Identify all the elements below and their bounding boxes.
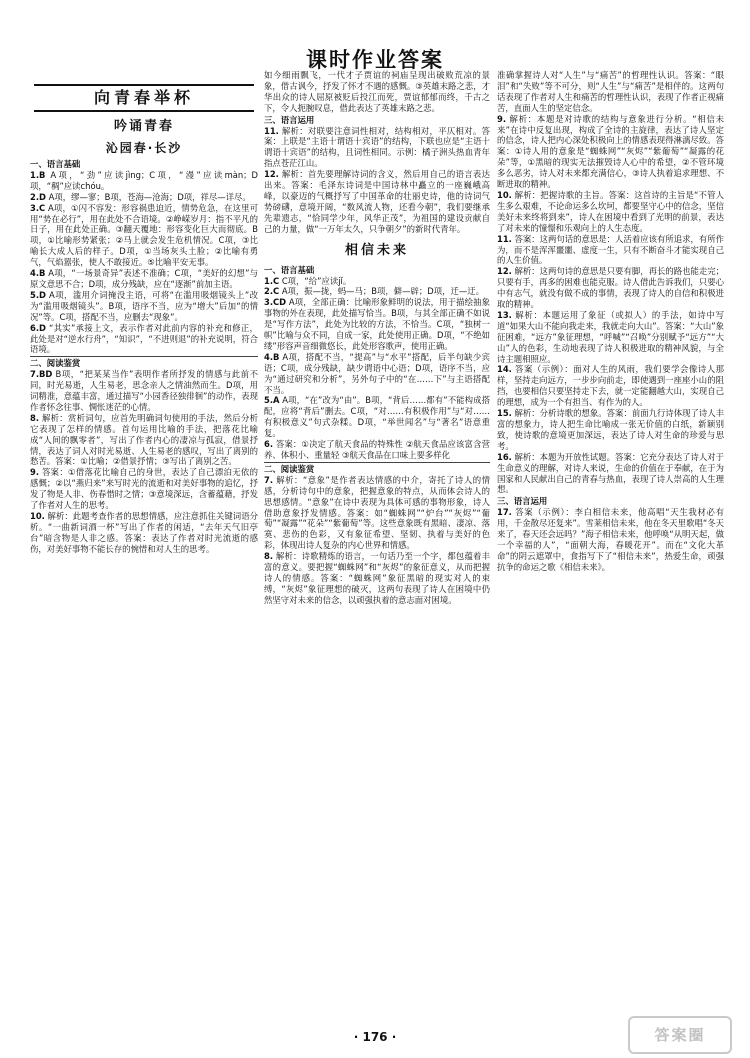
answer-text: 解析：此题考查作者的思想情感，应注意抓住关键词语分析。“一曲新词酒一杯”写出了作者的闲适，“去年天气旧亭台”暗含物是人非之感。答案：表达了作者对时光流逝的感伤，对美好事物不能长存的惋惜和对人生的思考。 <box>30 511 258 554</box>
answer-number: 13. <box>497 309 512 320</box>
answer-number: 17. <box>497 507 512 518</box>
section-list <box>264 115 490 235</box>
page-title: 课时作业答案 <box>306 48 444 72</box>
answer-number: 5.A <box>264 395 280 406</box>
answer-number: 1.C <box>264 275 280 286</box>
answer-text: 解析：本题运用了象征（或拟人）的手法，如诗中写道“如果大山不能向我走来，我就走向大山”。答案：“大山”象征困难，“远方”象征理想，“呼喊”“召唤”分别赋予“远方”“大山”人的色彩，生动地表现了诗人积极进取的精神风貌，与全诗主题相照应。 <box>497 309 724 364</box>
answer-text: A项，“在”改为“由”。B项，“背后……都有”不能构成搭配，应将“背后”删去。C项，“对……有积极作用”与“对……有积极意义”句式杂糅。D项，“举世闻名”与“著名”语意重复。 <box>264 395 490 439</box>
continued-answer <box>264 70 490 114</box>
answer-item <box>264 286 490 297</box>
answer-number: 4.B <box>30 268 46 279</box>
answer-text: A项，滥用介词掩没主语，可将“在滥用吸烟镜头上”改为“滥用吸烟镜头”。B项，语序不当，应为“增大”后加“的情况”等。C项，搭配不当，应删去“现象”。 <box>30 289 258 322</box>
answer-number: 10. <box>497 189 512 200</box>
watermark-stamp: 答案圈 <box>628 1016 732 1054</box>
answer-number: 9. <box>30 467 40 478</box>
answer-column-right <box>497 70 724 1025</box>
answer-item <box>497 408 724 452</box>
section-heading: 二、阅读鉴赏 <box>30 356 258 369</box>
answer-text: A项，缪—寥；B项，苍海—沧海；D项，祥尽—详尽。 <box>45 191 251 202</box>
answer-number: 6. <box>264 439 274 450</box>
section-heading: 三、语言运用 <box>264 114 315 125</box>
answer-text: “其实”承接上文，表示作者对此前内容的补充和修正，此处是对“逆水行舟”，“知识”，“不进则退”的补充说明，符合语境。 <box>30 322 258 355</box>
answer-item <box>497 310 724 365</box>
answer-text: 解析：首先要理解诗词的含义，然后用自己的语言表达出来。答案：毛泽东诗词是中国诗林中矗立的一座巍峨高峰，以豪迈的气概抒写了中国革命的壮丽史诗，他的诗词气势磅礴，意境开阔，“数风流人物，还看今朝”，我们要继承先辈遗志，“恰同学少年，风华正茂”，为祖国的建设贡献自己的力量，做“一万年太久，只争朝夕”的新时代青年。 <box>264 169 490 234</box>
answer-number: 11. <box>497 233 512 244</box>
answer-list <box>497 114 724 496</box>
answer-text: 解析：本题是对诗歌的结构与意象进行分析。“相信未来”在诗中反复出现，构成了全诗的主旋律，表达了诗人坚定的信念，诗人把内心深处积极向上的情感表现得淋漓尽致。答案：①诗人用的意象是“蜘蛛网”“灰烬”“紫葡萄”“凝露的花朵”等，①黑暗的现实无法摧毁诗人心中的希望，②不管环境多么恶劣，诗人对未来都充满信心，③诗人执着追求理想、不断进取的精神。 <box>497 113 724 190</box>
answer-item <box>30 413 258 468</box>
section-heading: 一、语言基础 <box>264 264 315 275</box>
answer-item <box>30 323 258 356</box>
answer-number: 2.C <box>264 286 280 297</box>
answer-text: 答案（示例）：面对人生的风雨，我们要学会像诗人那样，坚持走向远方，一步步向前走，即使遇到一座座小山的阻挡，也要相信只要坚持走下去，就一定能翻越大山，实现自己的理想，成为一个有担当、有作为的人。 <box>497 364 724 408</box>
lesson-title: 沁园春·长沙 <box>105 141 183 155</box>
continued-answer <box>497 70 724 114</box>
answer-item <box>264 297 490 352</box>
answer-item <box>30 170 258 192</box>
answer-number: 10. <box>30 511 45 521</box>
answer-number: 6.D <box>30 322 46 333</box>
answer-text: C项，“给”应读jǐ。 <box>279 275 352 286</box>
section-heading: 二、阅读鉴赏 <box>264 462 490 475</box>
answer-number: 5.D <box>30 289 46 300</box>
answer-number: 9. <box>497 113 507 124</box>
answer-item <box>30 511 258 555</box>
answer-item <box>30 467 258 511</box>
answer-number: 7.BD <box>30 369 53 380</box>
answer-number: 14. <box>497 364 512 375</box>
answer-item <box>497 114 724 190</box>
unit-subtitle: 吟诵青春 <box>113 119 174 134</box>
answer-text: A项，①闪不容发：形容祸患迫近，情势危急，在这里可用“势在必行”，用在此处不合语境。②峥嵘岁月：指不平凡的日子，用在此处正确。③翻天覆地：形容变化巨大而彻底。B项，①比喻形势紧张；②马上就会发生危机情况。C项，③比喻长大成人后的样子。D项，①当场灰头土脸；②比喻有勇气，气焰嚣张，使人不敢接近。⑤比喻平安无事。 <box>30 202 258 268</box>
section-heading: 三、语言运用 <box>497 496 548 507</box>
answer-text: 解析：把握诗歌的主旨。答案：这首诗的主旨是“不管人生多么艰难，不论命运多么坎坷，都要坚守心中的信念，坚信美好未来终将到来”，诗人在困境中看到了光明的前景，表达了对未来的憧憬和乐观向上的人生态度。 <box>497 189 724 233</box>
answer-number: 3.C <box>30 202 46 213</box>
answer-text: 答案：①借落花比喻自己的身世，表达了自己漂泊无依的感慨；②以“燕归来”来写时光的流逝和对美好事物的追忆，抒发了物是人非、伤春惜时之情；③意境深远，含蓄蕴藉，抒发了作者对人生的思考。 <box>30 467 258 511</box>
answer-number: 12. <box>264 169 279 180</box>
answer-text: A项，“一场景奇异”表述不准确；C项，“美好的幻想”与原文意思不合；D项，成分残缺，应在“逐渐”前加主语。 <box>30 268 258 289</box>
answer-text: A项，全部正确：比喻形象鲜明的说法，用于描绘抽象事物的外在表现，此处描写恰当。B项，与其全部正确不如说是“写作方法”，此处为比较的方法，不恰当。C项，“独树一帜”比喻与众不同，自成一家，此处使用正确。D项，“不绝如缕”形容声音细微悠长，此处形容歌声，使用正确。 <box>264 297 490 351</box>
answer-item <box>497 452 724 496</box>
answer-column-left <box>30 70 258 1025</box>
answer-text: 解析：这两句诗的意思是只要有脚，再长的路也能走完；只要有手，再多的困难也能克服。诗人借此告诉我们，只要心中有志气，就没有做不成的事情，表现了诗人的自信和积极进取的精神。 <box>497 266 724 310</box>
answer-item <box>497 234 724 267</box>
answer-number: 15. <box>497 408 512 419</box>
answer-item <box>264 169 490 234</box>
answer-item <box>497 364 724 408</box>
answer-number: 1.B <box>30 169 46 180</box>
answer-item <box>30 203 258 268</box>
answer-number: 16. <box>497 451 512 462</box>
answer-text: 解析：本题为开放性试题。答案：它充分表达了诗人对于生命意义的理解，对诗人来说，生命的价值在于奉献，在于为国家和人民献出自己的青春与热血，表现了诗人崇高的人生理想。 <box>497 451 724 495</box>
page-number: · 176 · <box>353 1030 397 1044</box>
answer-item <box>497 70 724 114</box>
answer-number: 8. <box>264 551 274 562</box>
answer-item <box>264 475 490 551</box>
answer-item <box>30 268 258 290</box>
answer-item <box>30 290 258 323</box>
answer-text: 解析：诗歌精炼的语言，一句话乃至一个字，都包蕴着丰富的意义。要把握“蜘蛛网”和“灰烬”的象征意义，从而把握诗人的情感。答案：“蜘蛛网”象征黑暗的现实对人的束缚，“灰烬”象征理想的破灭，这两句表现了诗人在困境中仍然坚守对未来的信念，以顽强执着的意志面对困境。 <box>264 551 490 605</box>
answer-text: 解析：对联要注意词性相对，结构相对，平仄相对。答案：上联是“主语十谓语十宾语”的结构，下联也应是“主语十谓语十宾语”的结构，且词性相同。示例：橘子洲头热血青年指点苍茫江山。 <box>264 125 490 169</box>
answer-item <box>264 126 490 170</box>
answer-item <box>497 266 724 310</box>
answer-text: 解析：分析诗歌的想象。答案：前面九行诗体现了诗人丰富的想象力，诗人把生命比喻成一张无价值的白纸，新颖别致，使诗歌的意境更加深远，表达了诗人对生命的珍爱与思考。 <box>497 408 724 451</box>
answer-item <box>497 190 724 234</box>
answer-item <box>264 551 490 606</box>
answer-item <box>264 439 490 461</box>
answer-text: 准确掌握诗人对“人生”与“痛苦”的哲理性认识。答案：“眼泪”和“失败”等不可分，则“人生”与“痛苦”是相伴的。这两句话表现了作者对人生和痛苦的哲理性认识，表现了作者正视痛苦，直面人生的坚定信念。 <box>497 70 724 113</box>
section-list <box>264 265 490 606</box>
answer-text: A项，搭配不当，“提高”与“水平”搭配，后半句缺少宾语；C项，成分残缺，缺少谓语中心语；D项，语序不当，应为“通过研究和分析”，另外句子中的“在……下”与主语搭配不当。 <box>264 351 490 395</box>
lesson-title: 相信未来 <box>344 242 409 258</box>
answer-text: 解析：“意象”是作者表达情感的中介，寄托了诗人的情感，分析诗句中的意象，把握意象的特点，从而体会诗人的思想感情。“意象”在诗中表现为具体可感的事物形象，诗人借助意象抒发情感。答案：如“蜘蛛网”“炉台”“灰烬”“葡萄”“凝露”“花朵”“紫葡萄”等。这些意象既有黑暗、凄凉、落寞、悲伤的色彩，又有象征希望、坚韧、执着与美好的色彩，体现出诗人复杂的内心世界和情感。 <box>264 474 490 551</box>
section-heading: 一、语言基础 <box>30 159 81 169</box>
answer-number: 11. <box>264 125 279 136</box>
answer-item <box>497 507 724 572</box>
answer-number: 4.B <box>264 351 280 362</box>
answer-item <box>30 369 258 413</box>
section-list <box>30 159 258 555</box>
answer-text: 如今细雨飘飞，一代才子贾谊的祠庙呈现出破败荒凉的景象，借古讽今，抒发了怀才不遇的感慨。③英雄末路之悲，才华出众的诗人屈原被贬后投江而死，贾谊郁郁而终，千古之下，令人扼腕叹息，借此表达了英雄末路之悲。 <box>264 70 490 113</box>
answer-text: B项，“把某某当作”表明作者所抒发的情感与此前不同，时光易逝，人生易老，思念亲人之情油然而生。D项，用词精准，意蕴丰富，通过描写“小园香径独徘徊”的动作，表现作者怀念往事、惆怅迷茫的心情。 <box>30 369 258 412</box>
answer-text: A项，“劲”应读jìng；C项，“漫”应读màn；D项，“稠”应读chóu。 <box>30 169 258 191</box>
answer-text: 答案：这两句话的意思是：人活着应该有所追求，有所作为，而不是浑浑噩噩、虚度一生，只有不断奋斗才能实现自己的人生价值。 <box>497 233 724 266</box>
answer-text: A项，振—拢，蚂—马；B项，僻—辟；D项，迁—迂。 <box>279 286 484 297</box>
answer-column-middle <box>264 70 490 1025</box>
answer-number: 8. <box>30 412 40 423</box>
answer-item <box>264 352 490 396</box>
answer-text: 答案（示例）：李白相信未来，他高唱“天生我材必有用，千金散尽还复来”。雪莱相信未来，他在冬天里歌唱“冬天来了，春天还会远吗？”海子相信未来，他呼唤“从明天起，做一个幸福的人”，“面朝大海，春暖花开”。而在“文化大革命”的阴云遮罩中，食指写下了“相信未来”，热爱生命，顽强抗争的命运之歌《相信未来》。 <box>497 507 724 572</box>
unit-title: 向青春举杯 <box>34 84 254 112</box>
answer-text: 答案：①决定了航天食品的特殊性 ②航天食品应该富含营养、体积小、重量轻 ③航天食品在口味上要多样化 <box>264 439 490 460</box>
answer-number: 3.CD <box>264 297 287 308</box>
answer-number: 7. <box>264 474 274 485</box>
answer-item <box>264 395 490 439</box>
answer-item <box>264 70 490 114</box>
section-list <box>497 496 724 572</box>
answer-item <box>264 276 490 287</box>
answer-item <box>30 192 258 203</box>
answer-text: 解析：赏析词句，应首先明确词句使用的手法，然后分析它表现了怎样的情感。首句运用比喻的手法，把落花比喻成“人间的飘零者”，写出了作者内心的凄凉与孤寂，借景抒情，表达了词人对时光易逝、人生易老的感叹，写出了离别的愁苦。答案：①比喻；②借景抒情；③写出了离别之苦。 <box>30 412 258 467</box>
answer-number: 2.D <box>30 191 46 202</box>
answer-number: 12. <box>497 266 512 277</box>
